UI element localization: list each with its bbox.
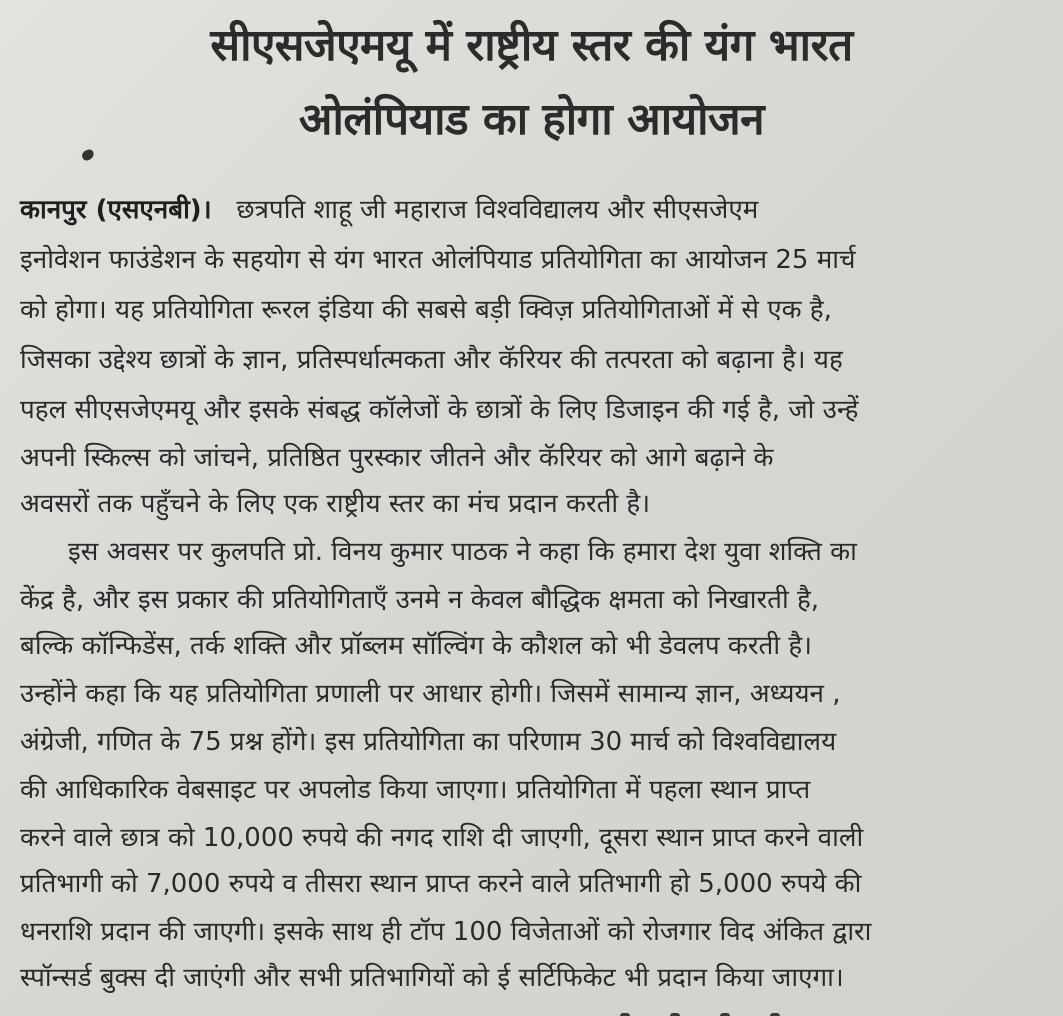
article-line: प्रतिभागी को 7,000 रुपये व तीसरा स्थान प्राप्त करने वाले प्रतिभागी हो 5,000 रुपये की: [20, 869, 862, 899]
article-line: की आधिकारिक वेबसाइट पर अपलोड किया जाएगा। प्रतियोगिता में पहला स्थान प्राप्त: [20, 775, 811, 805]
article-line: को होगा। यह प्रतियोगिता रूरल इंडिया की सबसे बड़ी क्विज़ प्रतियोगिताओं में से एक है,: [20, 295, 832, 325]
article-line: अंग्रेजी, गणित के 75 प्रश्न होंगे। इस प्रतियोगिता का परिणाम 30 मार्च को विश्वविद्यालय: [20, 727, 837, 757]
article-line: अवसरों तक पहुँचने के लिए एक राष्ट्रीय स्तर का मंच प्रदान करती है।: [20, 489, 651, 519]
headline-line-2: ओलंपियाड का होगा आयोजन: [298, 94, 765, 145]
article-line: धनराशि प्रदान की जाएगी। इसके साथ ही टॉप 100 विजेताओं को रोजगार विद अंकित द्वारा: [20, 917, 872, 947]
article-line: इस अवसर पर कुलपति प्रो. विनय कुमार पाठक ने कहा कि हमारा देश युवा शक्ति का: [68, 537, 857, 567]
article-line-text: छत्रपति शाहू जी महाराज विश्वविद्यालय और सीएसजेएम: [236, 195, 759, 225]
ink-mark: [81, 148, 96, 162]
article-line: इनोवेशन फाउंडेशन के सहयोग से यंग भारत ओलंपियाड प्रतियोगिता का आयोजन 25 मार्च: [20, 245, 856, 275]
article-line: उन्होंने कहा कि यह प्रतियोगिता प्रणाली पर आधार होगी। जिसमें सामान्य ज्ञान, अध्ययन ,: [20, 679, 841, 709]
cut-off-next-line: [620, 1008, 840, 1016]
headline-line-1: सीएसजेएमयू में राष्ट्रीय स्तर की यंग भारत: [210, 20, 853, 71]
article-line: बल्कि कॉन्फिडेंस, तर्क शक्ति और प्रॉब्लम सॉल्विंग के कौशल को भी डेवलप करती है।: [20, 631, 813, 661]
dateline: कानपुर (एसएनबी)।: [20, 195, 212, 225]
article-line: स्पॉन्सर्ड बुक्स दी जाएंगी और सभी प्रतिभागियों को ई सर्टिफिकेट भी प्रदान किया जाएगा।: [20, 963, 844, 993]
article-line: केंद्र है, और इस प्रकार की प्रतियोगिताएँ उनमे न केवल बौद्धिक क्षमता को निखारती है,: [20, 585, 820, 615]
article-line: पहल सीएसजेएमयू और इसके संबद्ध कॉलेजों के छात्रों के लिए डिजाइन की गई है, जो उन्हें: [20, 395, 859, 425]
article-line: जिसका उद्देश्य छात्रों के ज्ञान, प्रतिस्पर्धात्मकता और कॅरियर की तत्परता को बढ़ाना है। यह: [20, 345, 843, 375]
article-line: करने वाले छात्र को 10,000 रुपये की नगद राशि दी जाएगी, दूसरा स्थान प्राप्त करने वाली: [20, 823, 864, 853]
article-line: अपनी स्किल्स को जांचने, प्रतिष्ठित पुरस्कार जीतने और कॅरियर को आगे बढ़ाने के: [20, 443, 774, 473]
article-line: [20, 190, 1050, 230]
